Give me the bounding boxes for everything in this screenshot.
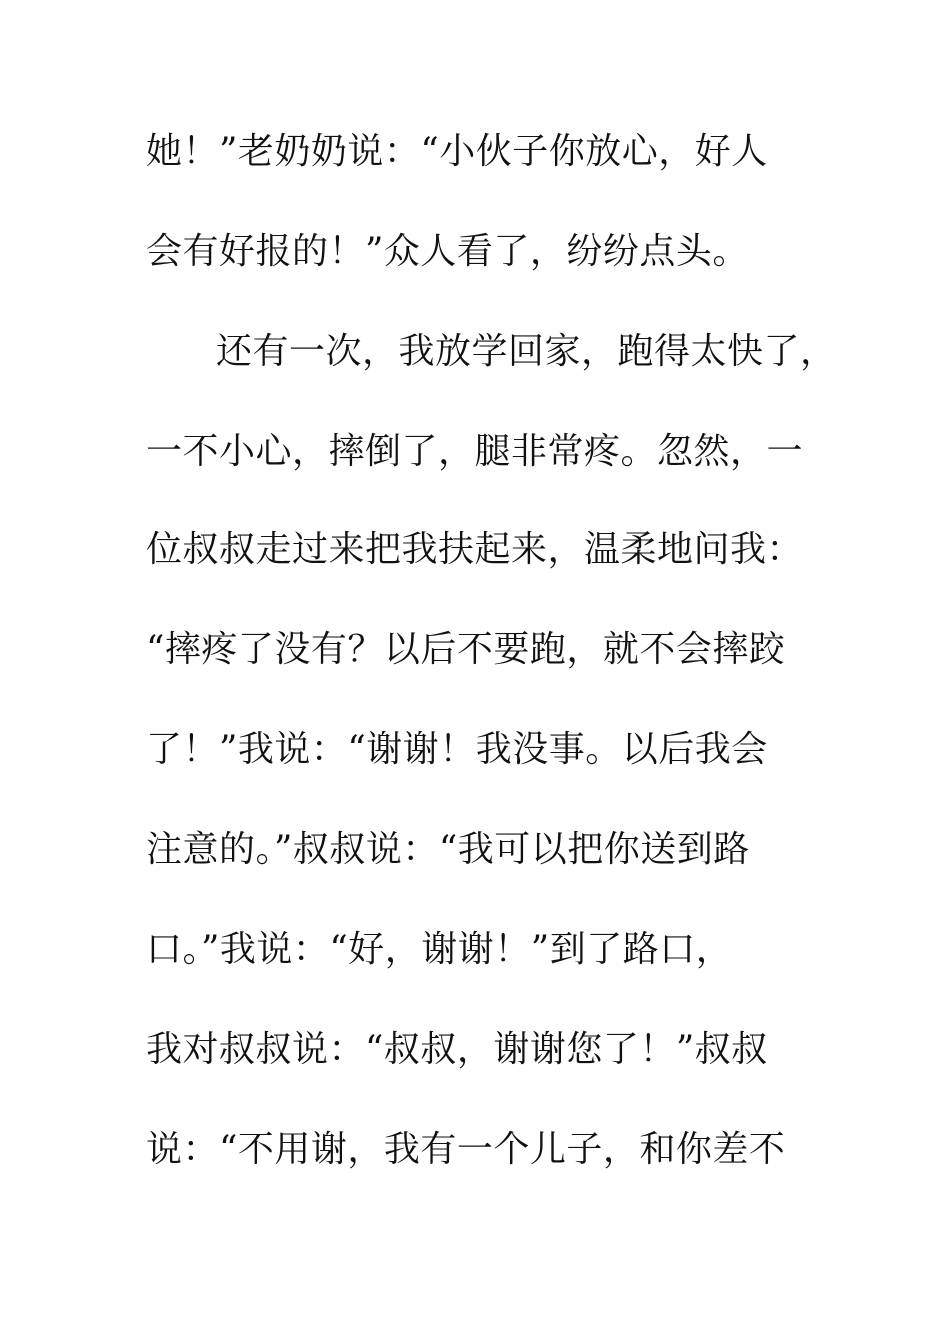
text-line: 位叔叔走过来把我扶起来，温柔地问我： xyxy=(146,529,804,570)
text-line: 会有好报的！”众人看了，纷纷点头。 xyxy=(146,231,749,272)
text-line: 她！”老奶奶说：“小伙子你放心，好人 xyxy=(146,131,768,172)
text-line: 了！”我说：“谢谢！我没事。以后我会 xyxy=(146,729,768,770)
text-line: 说：“不用谢，我有一个儿子，和你差不 xyxy=(146,1129,786,1170)
text-line: “摔疼了没有？以后不要跑，就不会摔跤 xyxy=(146,629,786,670)
text-line: 我对叔叔说：“叔叔，谢谢您了！”叔叔 xyxy=(146,1029,768,1070)
text-line: 口。”我说：“好，谢谢！”到了路口， xyxy=(146,929,733,970)
text-line: 注意的。”叔叔说：“我可以把你送到路 xyxy=(146,829,750,870)
text-line: 一不小心，摔倒了，腿非常疼。忽然，一 xyxy=(146,431,804,472)
paragraph-first-line: 还有一次，我放学回家，跑得太快了， xyxy=(216,331,837,372)
